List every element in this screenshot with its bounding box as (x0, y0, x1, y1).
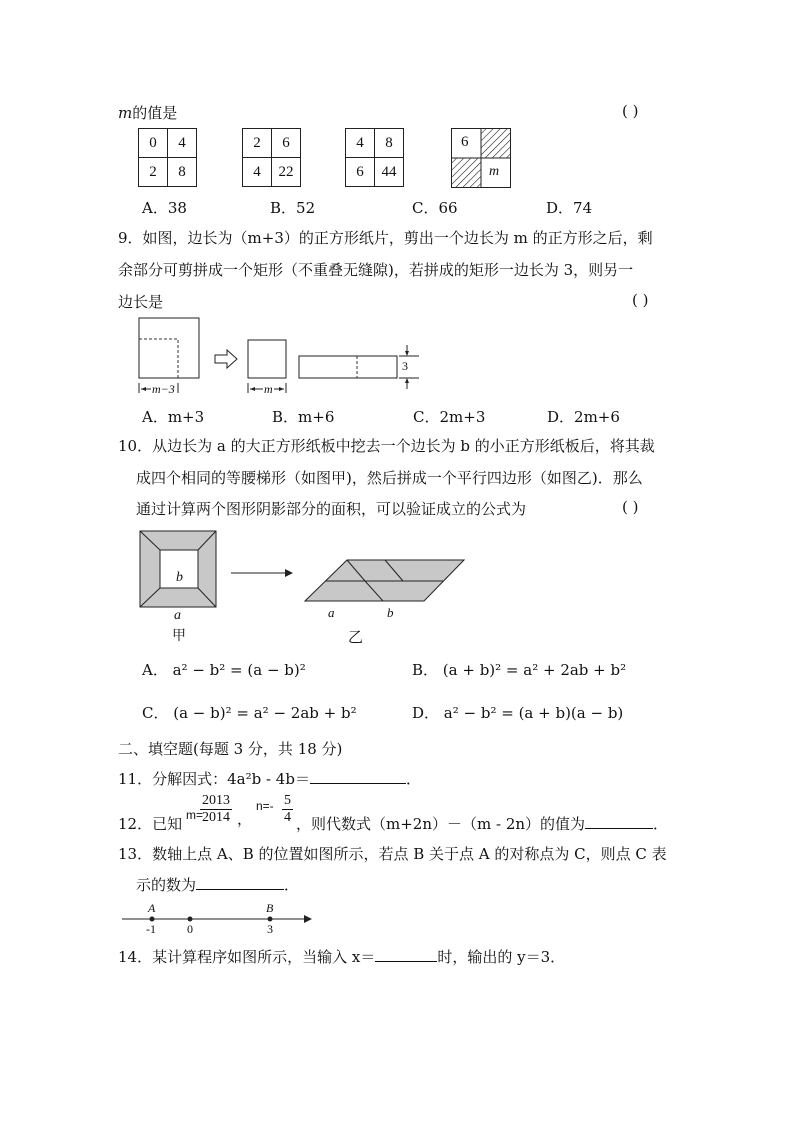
q10-label-jia: 甲 (172, 628, 186, 644)
q12-n-eq: n=- (256, 799, 274, 813)
q8-line (118, 102, 177, 123)
q14-blank[interactable] (375, 947, 437, 962)
cell: 0 (139, 129, 168, 158)
q9-option-b[interactable]: B．m+6 (272, 408, 335, 426)
q12-n-num: 5 (284, 793, 291, 808)
q13-line1: 13．数轴上点 A、B 的位置如图所示，若点 B 关于点 A 的对称点为 C，则点 C 表 (118, 845, 667, 863)
q8-grid-d-tl: 6 (461, 134, 469, 150)
cell: 6 (272, 129, 301, 158)
q14-line (118, 946, 565, 967)
q11-blank[interactable] (310, 769, 406, 784)
q10-option-b[interactable]: B． (a + b)² = a² + 2ab + b² (412, 661, 627, 679)
q8-option-a[interactable]: A．38 (142, 199, 187, 217)
q10-label-pa: a (328, 605, 335, 620)
q12-m-num: 2013 (202, 793, 230, 808)
q13-line2 (136, 874, 299, 895)
q10-figure (135, 528, 465, 613)
q11-line (118, 768, 421, 789)
q10-line2: 成四个相同的等腰梯形（如图甲)，然后拼成一个平行四边形（如图乙)．那么 (136, 469, 643, 487)
q10-label-pb: b (387, 605, 394, 620)
q11-end: ． (405, 770, 421, 788)
q8-answer-paren: ( ) (622, 102, 639, 120)
q8-tail: 的值是 (132, 104, 178, 122)
cell: 4 (346, 129, 375, 158)
q8-grid-b (242, 128, 301, 187)
q13-blank[interactable] (196, 875, 284, 890)
q13-point-a: A (148, 901, 156, 915)
q12-n-fraction (282, 793, 293, 826)
cell: 44 (375, 158, 404, 187)
cell: 8 (168, 158, 197, 187)
q12-pre: 12．已知 (118, 815, 183, 833)
cell: 2 (139, 158, 168, 187)
q11-text: 11．分解因式：4a²b - 4b＝ (118, 770, 310, 788)
q13-tick-0: 0 (187, 922, 193, 936)
q9-line3: 边长是 (118, 293, 164, 311)
q13-tick-3: 3 (267, 922, 273, 936)
q10-label-yi: 乙 (348, 628, 364, 646)
q9-figure (135, 315, 425, 400)
cell: 4 (243, 158, 272, 187)
q8-option-b[interactable]: B．52 (270, 199, 316, 217)
q10-option-d[interactable]: D． a² − b² = (a + b)(a − b) (412, 704, 624, 722)
q10-line3: 通过计算两个图形阴影部分的面积，可以验证成立的公式为 (136, 500, 527, 518)
q9-label-big: m−3 (152, 382, 175, 396)
q10-label-b: b (176, 570, 183, 585)
q12-n-den: 4 (284, 810, 291, 825)
q9-option-c[interactable]: C．2m+3 (413, 408, 486, 426)
q10-option-c[interactable]: C． (a − b)² = a² − 2ab + b² (142, 704, 357, 722)
q9-option-d[interactable]: D．2m+6 (547, 408, 620, 426)
q10-label-a: a (174, 608, 181, 623)
q8-grid-d-figure (451, 128, 511, 188)
section2-title: 二、填空题(每题 3 分，共 18 分) (118, 740, 343, 758)
cell: 2 (243, 129, 272, 158)
q13-tick-neg1: -1 (146, 922, 156, 936)
q9-line2: 余部分可剪拼成一个矩形（不重叠无缝隙)，若拼成的矩形一边长为 3，则另一 (118, 261, 634, 279)
q8-option-c[interactable]: C．66 (412, 199, 458, 217)
q12-blank[interactable] (585, 814, 653, 829)
q8-grid-d-br: m (489, 164, 500, 179)
q9-option-a[interactable]: A．m+3 (142, 408, 205, 426)
q8-grid-c (345, 128, 404, 187)
q13-end: ． (284, 876, 300, 894)
q14-mid: 时，输出的 y＝3． (437, 948, 566, 966)
cell: 8 (375, 129, 404, 158)
q9-answer-paren: ( ) (632, 291, 649, 309)
q9-line1: 9．如图，边长为（m+3）的正方形纸片，剪出一个边长为 m 的正方形之后，剩 (118, 229, 653, 247)
q12-m-den: 2014 (202, 810, 230, 825)
q8-option-d[interactable]: D．74 (546, 199, 593, 217)
q12-line (118, 813, 182, 834)
q12-end: ． (653, 815, 669, 833)
q12-post: ，则代数式（m+2n）－（m - 2n）的值为 (296, 815, 586, 833)
q12-m-eq: m= (186, 808, 204, 822)
q8-grid-d (451, 128, 511, 188)
q9-label-small: m (264, 382, 273, 396)
q10-line1: 10．从边长为 a 的大正方形纸板中挖去一个边长为 b 的小正方形纸板后，将其裁 (118, 437, 655, 455)
q14-text: 14．某计算程序如图所示，当输入 x＝ (118, 948, 376, 966)
q13-line2-text: 示的数为 (136, 876, 197, 894)
q12-m-fraction (200, 793, 232, 826)
cell: 22 (272, 158, 301, 187)
q10-option-a[interactable]: A． a² − b² = (a − b)² (142, 661, 306, 679)
q8-var-m: m (118, 104, 133, 122)
q10-answer-paren: ( ) (622, 498, 639, 516)
cell: 6 (346, 158, 375, 187)
q12-rest (296, 813, 668, 834)
q9-label-rect: 3 (402, 359, 408, 373)
q8-grid-a (138, 128, 197, 187)
cell: 4 (168, 129, 197, 158)
q13-point-b: B (266, 901, 274, 915)
q12-comma: ， (237, 810, 253, 828)
